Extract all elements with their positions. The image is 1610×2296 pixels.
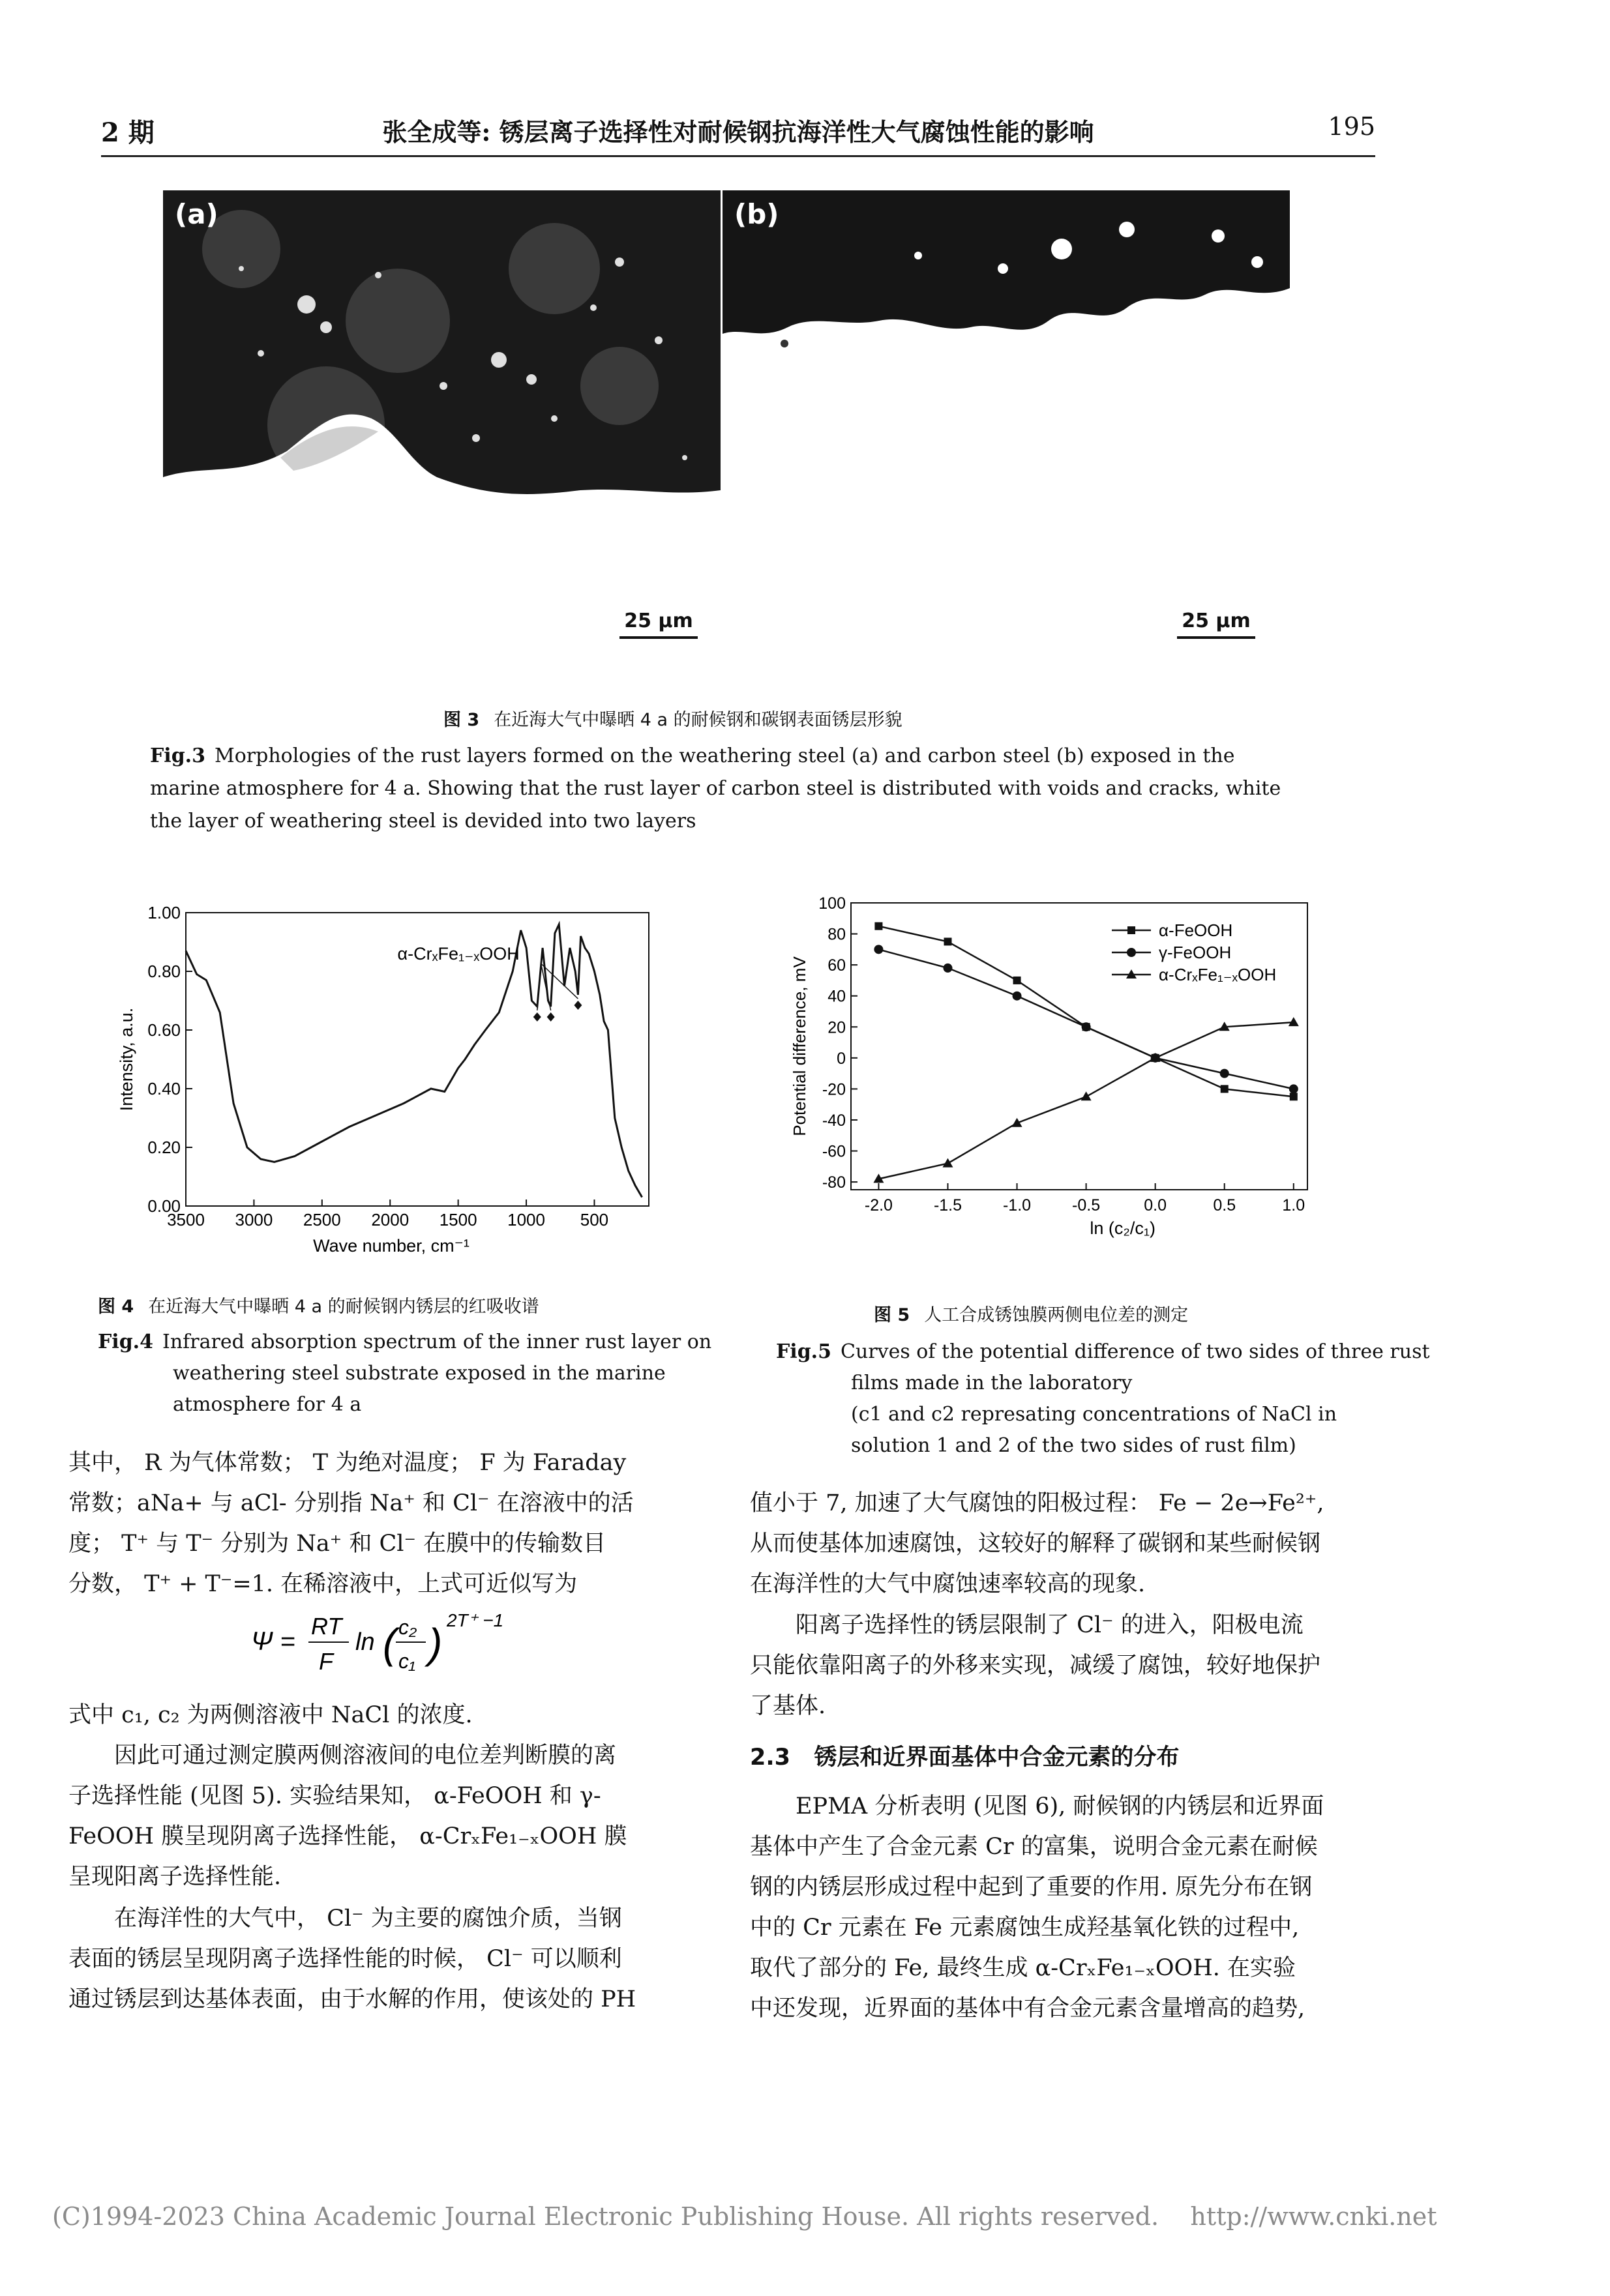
fig4-spectrum-line	[186, 924, 642, 1198]
scale-bar-b	[1177, 610, 1255, 639]
fig5-legend-marker	[1127, 948, 1136, 957]
scale-bar-b-line	[1177, 636, 1255, 639]
left-p4-line-3: 通过锈层到达基体表面，由于水解的作用，使该处的 PH	[68, 1986, 636, 2012]
svg-text:F: F	[319, 1648, 333, 1675]
fig4-xtick-label: 500	[580, 1210, 609, 1229]
left-p3-line-2: 子选择性能 (见图 5). 实验结果知， α-FeOOH 和 γ-	[68, 1783, 601, 1809]
fig5-series-3	[873, 1017, 1298, 1183]
right-p2-line-3: 了基体.	[750, 1693, 826, 1719]
scale-bar-b-label: 25 μm	[1182, 610, 1251, 632]
fig5-xtick-label: -2.0	[864, 1196, 893, 1214]
left-p3-line-4: 呈现阳离子选择性能.	[68, 1864, 282, 1890]
svg-text:2T⁺ −1: 2T⁺ −1	[447, 1610, 504, 1630]
fig4-peak-marker	[533, 1012, 541, 1022]
left-p4-line-1: 在海洋性的大气中， Cl⁻ 为主要的腐蚀介质，当钢	[114, 1906, 622, 1932]
fig5-legend-label: α-FeOOH	[1159, 920, 1233, 940]
left-paragraph-3	[68, 1735, 694, 1897]
left-p3-line-3: FeOOH 膜呈现阴离子选择性能， α-CrₓFe₁₋ₓOOH 膜	[68, 1823, 627, 1849]
fig5-data-point	[874, 945, 883, 954]
fig5-yaxis-label: Potential difference, mV	[790, 956, 809, 1136]
fig5-legend-marker	[1127, 926, 1135, 934]
left-p2-line-1: 式中 c₁, c₂ 为两侧溶液中 NaCl 的浓度.	[68, 1702, 473, 1728]
svg-text:c₂: c₂	[398, 1615, 417, 1639]
fig5-caption-note	[851, 1399, 1366, 1462]
fig5-ytick-label: 80	[827, 925, 846, 944]
fig5-ytick-label: 0	[837, 1049, 846, 1068]
fig5-data-point	[1082, 1022, 1091, 1031]
fig4-caption-en	[98, 1327, 766, 1420]
fig5-caption-en-text: Curves of the potential difference of two sides of three rust films made in the laboratory	[841, 1340, 1430, 1394]
fig5-data-point	[1289, 1017, 1299, 1026]
right-p3-line-6: 中还发现，近界面的基体中有合金元素含量增高的趋势,	[750, 1995, 1305, 2022]
right-p3-line-5: 取代了部分的 Fe, 最终生成 α-CrₓFe₁₋ₓOOH. 在实验	[750, 1955, 1296, 1981]
fig5-legend-label: α-CrₓFe₁₋ₓOOH	[1159, 965, 1277, 984]
fig5-caption-en-num: Fig.5	[776, 1340, 831, 1363]
fig5-ytick-label: -60	[822, 1142, 846, 1161]
panel-a-label: (a)	[175, 198, 218, 230]
left-paragraph-4	[68, 1898, 694, 2020]
fig5-xtick-label: -0.5	[1072, 1196, 1101, 1214]
left-p3-line-1: 因此可通过测定膜两侧溶液间的电位差判断膜的离	[114, 1743, 617, 1769]
fig4-ytick-label: 1.00	[147, 903, 181, 922]
fig4-ytick-label: 0.80	[147, 962, 181, 981]
right-p1-line-1: 值小于 7, 加速了大气腐蚀的阳极过程： Fe − 2e→Fe²⁺,	[750, 1490, 1324, 1516]
micrograph-b-texture	[723, 190, 1290, 562]
fig5-data-point	[874, 922, 882, 930]
fig5-caption-cn-text: 人工合成锈蚀膜两侧电位差的测定	[924, 1305, 1189, 1325]
right-p2-line-2: 只能依靠阳离子的外移来实现，减缓了腐蚀，较好地保护	[750, 1653, 1321, 1679]
fig5-ytick-label: -20	[822, 1080, 846, 1099]
fig4-ytick-label: 0.00	[147, 1196, 181, 1216]
fig3-caption-cn-text: 在近海大气中曝晒 4 a 的耐候钢和碳钢表面锈层形貌	[494, 710, 902, 730]
formula-graphic	[251, 1607, 577, 1679]
micrograph-b	[723, 190, 1290, 562]
right-p3-line-3: 钢的内锈层形成过程中起到了重要的作用. 原先分布在钢	[750, 1874, 1313, 1900]
right-p3-line-1: EPMA 分析表明 (见图 6), 耐候钢的内锈层和近界面	[796, 1793, 1324, 1819]
page-number: 195	[1328, 112, 1375, 141]
fig5-legend-label: γ-FeOOH	[1159, 943, 1232, 962]
fig4-xtick-label: 1000	[507, 1210, 545, 1229]
fig5-ytick-label: 20	[827, 1018, 846, 1037]
fig3-caption-cn	[443, 705, 902, 731]
fig5-caption-note-text: (c1 and c2 represating concentrations of NaCl in solution 1 and 2 of the two sides of rust film)	[851, 1403, 1337, 1457]
right-p1-line-3: 在海洋性的大气中腐蚀速率较高的现象.	[750, 1571, 1146, 1597]
fig5-caption-cn-num: 图 5	[874, 1305, 910, 1325]
fig4-xtick-label: 1500	[439, 1210, 477, 1229]
fig5-xtick-label: -1.0	[1002, 1196, 1032, 1214]
micrograph-a	[163, 190, 721, 562]
fig5-data-point	[1013, 992, 1022, 1001]
micrograph-a-texture	[163, 190, 721, 562]
fig5-data-point	[1013, 977, 1021, 984]
fig3-caption-cn-num: 图 3	[443, 710, 480, 730]
fig4-ytick-label: 0.40	[147, 1079, 181, 1098]
fig5-data-point	[942, 1158, 953, 1168]
fig5-series-line	[878, 926, 1293, 1097]
fig4-xtick-label: 2000	[371, 1210, 410, 1229]
fig4-peak-marker	[547, 1012, 555, 1022]
fig5-series-1	[874, 922, 1297, 1101]
right-p3-line-4: 中的 Cr 元素在 Fe 元素腐蚀生成羟基氧化铁的过程中,	[750, 1915, 1300, 1941]
fig4-xtick-label: 3500	[167, 1210, 205, 1229]
fig5-plot-frame	[851, 903, 1307, 1190]
fig5-ytick-label: 40	[827, 987, 846, 1006]
svg-text:): )	[428, 1620, 443, 1667]
fig5-ytick-label: 60	[827, 956, 846, 975]
fig5-xaxis-label: ln (c₂/c₁)	[1090, 1218, 1155, 1238]
left-p1-line-3: 度； T⁺ 与 T⁻ 分别为 Na⁺ 和 Cl⁻ 在膜中的传输数目	[68, 1531, 606, 1557]
fig5-xtick-label: 0.5	[1213, 1196, 1236, 1214]
left-p1-line-1: 其中， R 为气体常数； T 为绝对温度； F 为 Faraday	[68, 1450, 627, 1476]
fig5-data-point	[943, 964, 952, 973]
fig4-ytick-label: 0.60	[147, 1020, 181, 1040]
fig5-ytick-label: -40	[822, 1111, 846, 1130]
scale-bar-a	[619, 610, 698, 639]
fig5-potential-chart	[779, 887, 1320, 1265]
svg-text:c₁: c₁	[398, 1649, 416, 1673]
svg-text:Ψ =: Ψ =	[251, 1627, 295, 1656]
left-p1-line-2: 常数；aNa+ 与 aCl- 分别指 Na⁺ 和 Cl⁻ 在溶液中的活	[68, 1490, 634, 1516]
fig4-caption-en-num: Fig.4	[98, 1331, 153, 1353]
panel-b-label: (b)	[734, 198, 779, 230]
fig5-xtick-label: -1.5	[933, 1196, 962, 1214]
running-title: 张全成等: 锈层离子选择性对耐候钢抗海洋性大气腐蚀性能的影响	[382, 117, 1094, 147]
fig5-data-point	[1290, 1093, 1298, 1100]
right-p1-line-2: 从而使基体加速腐蚀，这较好的解释了碳钢和某些耐候钢	[750, 1531, 1321, 1557]
svg-text:(: (	[383, 1620, 397, 1667]
right-paragraph-3	[750, 1786, 1382, 2029]
fig3-caption-en	[150, 740, 1298, 838]
right-p3-line-2: 基体中产生了合金元素 Cr 的富集，说明合金元素在耐候	[750, 1834, 1318, 1860]
fig4-annotation-label: α-CrₓFe₁₋ₓOOH	[397, 944, 520, 964]
scale-bar-a-label: 25 μm	[624, 610, 693, 632]
fig5-data-point	[1221, 1085, 1229, 1093]
fig5-xtick-label: 1.0	[1282, 1196, 1305, 1214]
right-paragraph-1	[750, 1483, 1382, 1604]
section-heading-2-3: 2.3 锈层和近界面基体中合金元素的分布	[750, 1744, 1180, 1771]
left-p1-line-4: 分数， T⁺ + T⁻=1. 在稀溶液中，上式可近似写为	[68, 1571, 578, 1597]
fig3-caption-en-num: Fig.3	[150, 744, 205, 767]
fig5-xtick-label: 0.0	[1144, 1196, 1167, 1214]
fig4-caption-cn	[98, 1292, 539, 1317]
fig4-caption-en-text: Infrared absorption spectrum of the inner rust layer on weathering steel substrate exposed in the marine atmosphere for 4 a	[162, 1331, 712, 1416]
fig4-ytick-label: 0.20	[147, 1138, 181, 1157]
copyright-footer: (C)1994-2023 China Academic Journal Electronic Publishing House. All rights reserved. http://www.cnki.net	[52, 2202, 1437, 2231]
fig4-xtick-label: 2500	[303, 1210, 341, 1229]
fig5-caption-cn	[874, 1301, 1188, 1326]
formula-psi	[251, 1607, 577, 1679]
fig4-yaxis-label: Intensity, a.u.	[117, 1007, 136, 1111]
fig4-peak-marker	[574, 1001, 582, 1010]
fig4-ir-spectrum-chart	[108, 893, 668, 1271]
fig4-xtick-label: 3000	[235, 1210, 273, 1229]
issue-number: 2 期	[101, 117, 155, 148]
scale-bar-a-line	[619, 636, 698, 639]
fig5-ytick-label: -80	[822, 1173, 846, 1192]
left-paragraph-2	[68, 1695, 694, 1735]
fig4-caption-cn-num: 图 4	[98, 1297, 134, 1317]
fig5-caption-en	[776, 1336, 1438, 1399]
fig4-xaxis-label: Wave number, cm⁻¹	[313, 1236, 470, 1256]
right-p2-line-1: 阳离子选择性的锈层限制了 Cl⁻ 的进入，阳极电流	[796, 1612, 1304, 1638]
svg-text:ln: ln	[355, 1628, 375, 1656]
fig3-caption-en-text: Morphologies of the rust layers formed on the weathering steel (a) and carbon steel (b) exposed in the marine atmosphere for 4 a. Showing that the rust layer of carbon steel is distributed with voids and cracks, white the layer of weathering steel is devided into two layers	[150, 744, 1281, 832]
fig5-data-point	[944, 937, 951, 945]
fig5-ytick-label: 100	[818, 894, 846, 913]
left-p4-line-2: 表面的锈层呈现阴离子选择性能的时候， Cl⁻ 可以顺利	[68, 1946, 622, 1972]
running-header	[101, 110, 1375, 157]
fig4-annotation-leader	[537, 964, 541, 1010]
left-paragraph-1	[68, 1443, 694, 1604]
fig5-data-point	[1081, 1091, 1092, 1100]
fig5-data-point	[1289, 1084, 1298, 1093]
fig4-caption-cn-text: 在近海大气中曝晒 4 a 的耐候钢内锈层的红吸收谱	[148, 1297, 539, 1317]
svg-text:RT: RT	[311, 1613, 342, 1640]
fig5-data-point	[1220, 1069, 1229, 1078]
right-paragraph-2	[750, 1605, 1382, 1726]
